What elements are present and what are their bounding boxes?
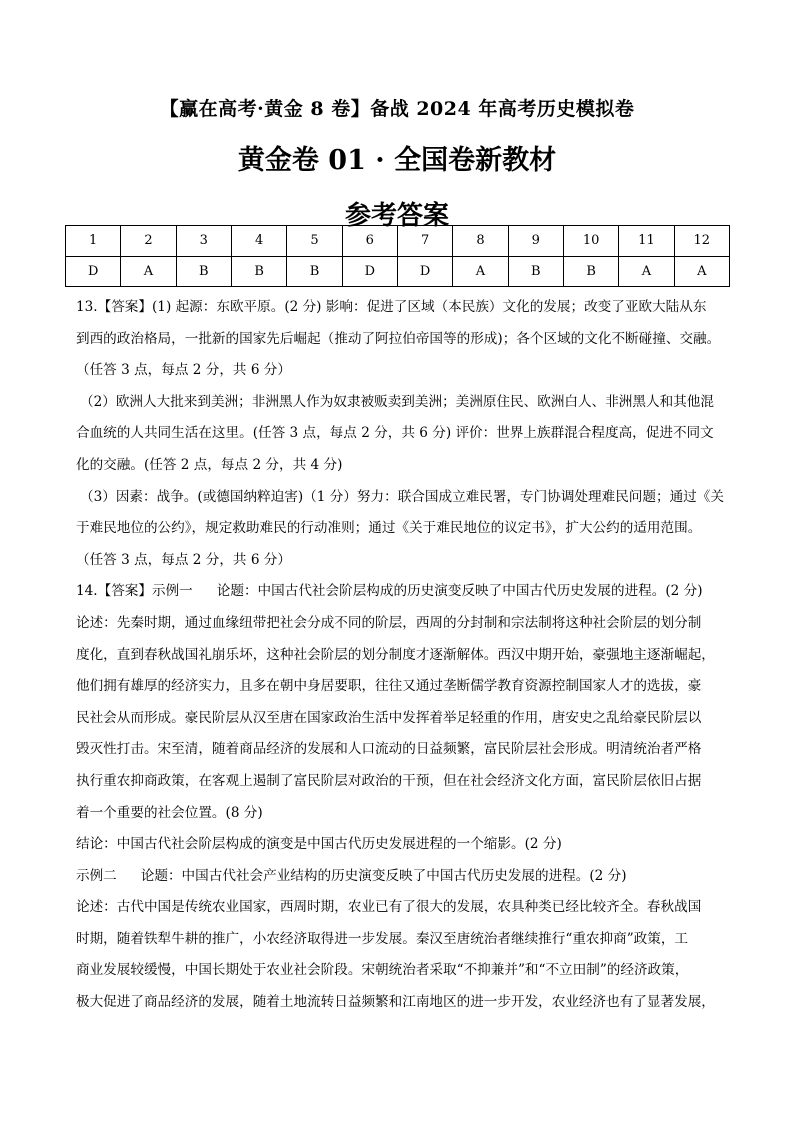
exam-subtitle: 黄金卷 01 · 全国卷新教材 bbox=[237, 145, 557, 176]
text-line: 到西的政治格局，一批新的国家先后崛起（推动了阿拉伯帝国等的形成)；各个区域的文化不断碰撞、交融。 bbox=[76, 330, 721, 347]
answer-cell: A bbox=[121, 256, 176, 287]
question-number-cell: 1 bbox=[66, 226, 121, 257]
text-line: 于难民地位的公约》，规定救助难民的行动准则；通过《关于难民地位的议定书》，扩大公约的适用范围。 bbox=[76, 520, 702, 537]
text-line: 合血统的人共同生活在这里。(任答 3 点，每点 2 分，共 6 分) 评价：世界上族群混合程度高，促进不同文 bbox=[76, 425, 714, 442]
text-line: （3）因素：战争。(或德国纳粹迫害)（1 分）努力：联合国成立难民署，专门协调处理难民问题；通过《关 bbox=[80, 488, 724, 505]
text-line: 他们拥有雄厚的经济实力，且多在朝中身居要职，往往又通过垄断儒学教育资源控制国家人才的选拔，豪 bbox=[76, 678, 702, 695]
answer-key-table bbox=[65, 225, 730, 287]
example-one-claim: 论题：中国古代社会阶层构成的历史演变反映了中国古代历史发展的进程。(2 分) bbox=[216, 583, 703, 600]
answer-cell: B bbox=[231, 256, 286, 287]
question-number-cell: 5 bbox=[287, 226, 342, 257]
text-line: （2）欧洲人大批来到美洲；非洲黑人作为奴隶被贩卖到美洲；美洲原住民、欧洲白人、非洲黑人和其他混 bbox=[80, 393, 714, 410]
text-line: 商业发展较缓慢，中国长期处于农业社会阶段。宋朝统治者采取“不抑兼并”和“不立田制”的经济政策， bbox=[76, 962, 689, 979]
question-number-cell: 9 bbox=[508, 226, 563, 257]
question-number-cell: 7 bbox=[397, 226, 452, 257]
answer-cell: A bbox=[619, 256, 674, 287]
question-number-cell: 10 bbox=[563, 226, 618, 257]
text-line: 执行重农抑商政策，在客观上遏制了富民阶层对政治的干预，但在社会经济文化方面，富民阶层依旧占据 bbox=[76, 772, 702, 789]
text-line: 民社会从而形成。豪民阶层从汉至唐在国家政治生活中发挥着举足轻重的作用，唐安史之乱给豪民阶层以 bbox=[76, 709, 702, 726]
answer-cell: A bbox=[453, 256, 508, 287]
question-number-cell: 2 bbox=[121, 226, 176, 257]
question-number-cell: 4 bbox=[231, 226, 286, 257]
text-line: 时期，随着铁犁牛耕的推广，小农经济取得进一步发展。秦汉至唐统治者继续推行“重农抑商”政策，工 bbox=[76, 930, 689, 947]
question-number-row bbox=[66, 226, 730, 257]
answer-cell: B bbox=[563, 256, 618, 287]
text-line: 论述：古代中国是传统农业国家，西周时期，农业已有了很大的发展，农具种类已经比较齐全。春秋战国 bbox=[76, 899, 702, 916]
answer-body bbox=[76, 292, 736, 1019]
question-number-cell: 11 bbox=[619, 226, 674, 257]
question-number-cell: 3 bbox=[176, 226, 231, 257]
example-one-line bbox=[76, 576, 736, 608]
text-line: 毁灭性打击。宋至清，随着商品经济的发展和人口流动的日益频繁，富民阶层社会形成。明清统治者严格 bbox=[76, 741, 702, 758]
answer-cell: D bbox=[66, 256, 121, 287]
text-line: 极大促进了商品经济的发展，随着土地流转日益频繁和江南地区的进一步开发，农业经济也有了显著发展， bbox=[76, 994, 715, 1011]
example-one-label: 14.【答案】示例一 bbox=[76, 583, 193, 600]
question-number-cell: 12 bbox=[674, 226, 729, 257]
text-line: （任答 3 点，每点 2 分，共 6 分） bbox=[76, 362, 291, 379]
answer-cell: B bbox=[508, 256, 563, 287]
text-line: 度化，直到春秋战国礼崩乐坏，这种社会阶层的划分制度才逐渐解体。西汉中期开始，豪强地主逐渐崛起， bbox=[76, 646, 715, 663]
text-line: 论述：先秦时期，通过血缘纽带把社会分成不同的阶层，西周的分封制和宗法制将这种社会阶层的划分制 bbox=[76, 614, 702, 631]
text-line: 结论：中国古代社会阶层构成的演变是中国古代历史发展进程的一个缩影。(2 分) bbox=[76, 836, 562, 853]
answer-cell: D bbox=[397, 256, 452, 287]
answer-row bbox=[66, 256, 730, 287]
answer-cell: B bbox=[176, 256, 231, 287]
answer-cell: B bbox=[287, 256, 342, 287]
text-line: 化的交融。(任答 2 点，每点 2 分，共 4 分) bbox=[76, 456, 343, 473]
answer-cell: A bbox=[674, 256, 729, 287]
question-number-cell: 6 bbox=[342, 226, 397, 257]
text-line: （任答 3 点，每点 2 分，共 6 分） bbox=[76, 551, 291, 568]
example-two-label: 示例二 bbox=[76, 867, 117, 884]
text-line: 13.【答案】(1) 起源：东欧平原。(2 分) 影响：促进了区域（本民族）文化的发展；改变了亚欧大陆从东 bbox=[76, 299, 707, 315]
example-two-line bbox=[76, 861, 736, 893]
question-number-cell: 8 bbox=[453, 226, 508, 257]
exam-title: 【赢在高考·黄金 8 卷】备战 2024 年高考历史模拟卷 bbox=[159, 98, 635, 120]
answer-heading: 参考答案 bbox=[344, 201, 449, 231]
answer-cell: D bbox=[342, 256, 397, 287]
example-two-claim: 论题：中国古代社会产业结构的历史演变反映了中国古代历史发展的进程。(2 分) bbox=[140, 867, 627, 884]
text-line: 着一个重要的社会位置。(8 分) bbox=[76, 804, 263, 821]
